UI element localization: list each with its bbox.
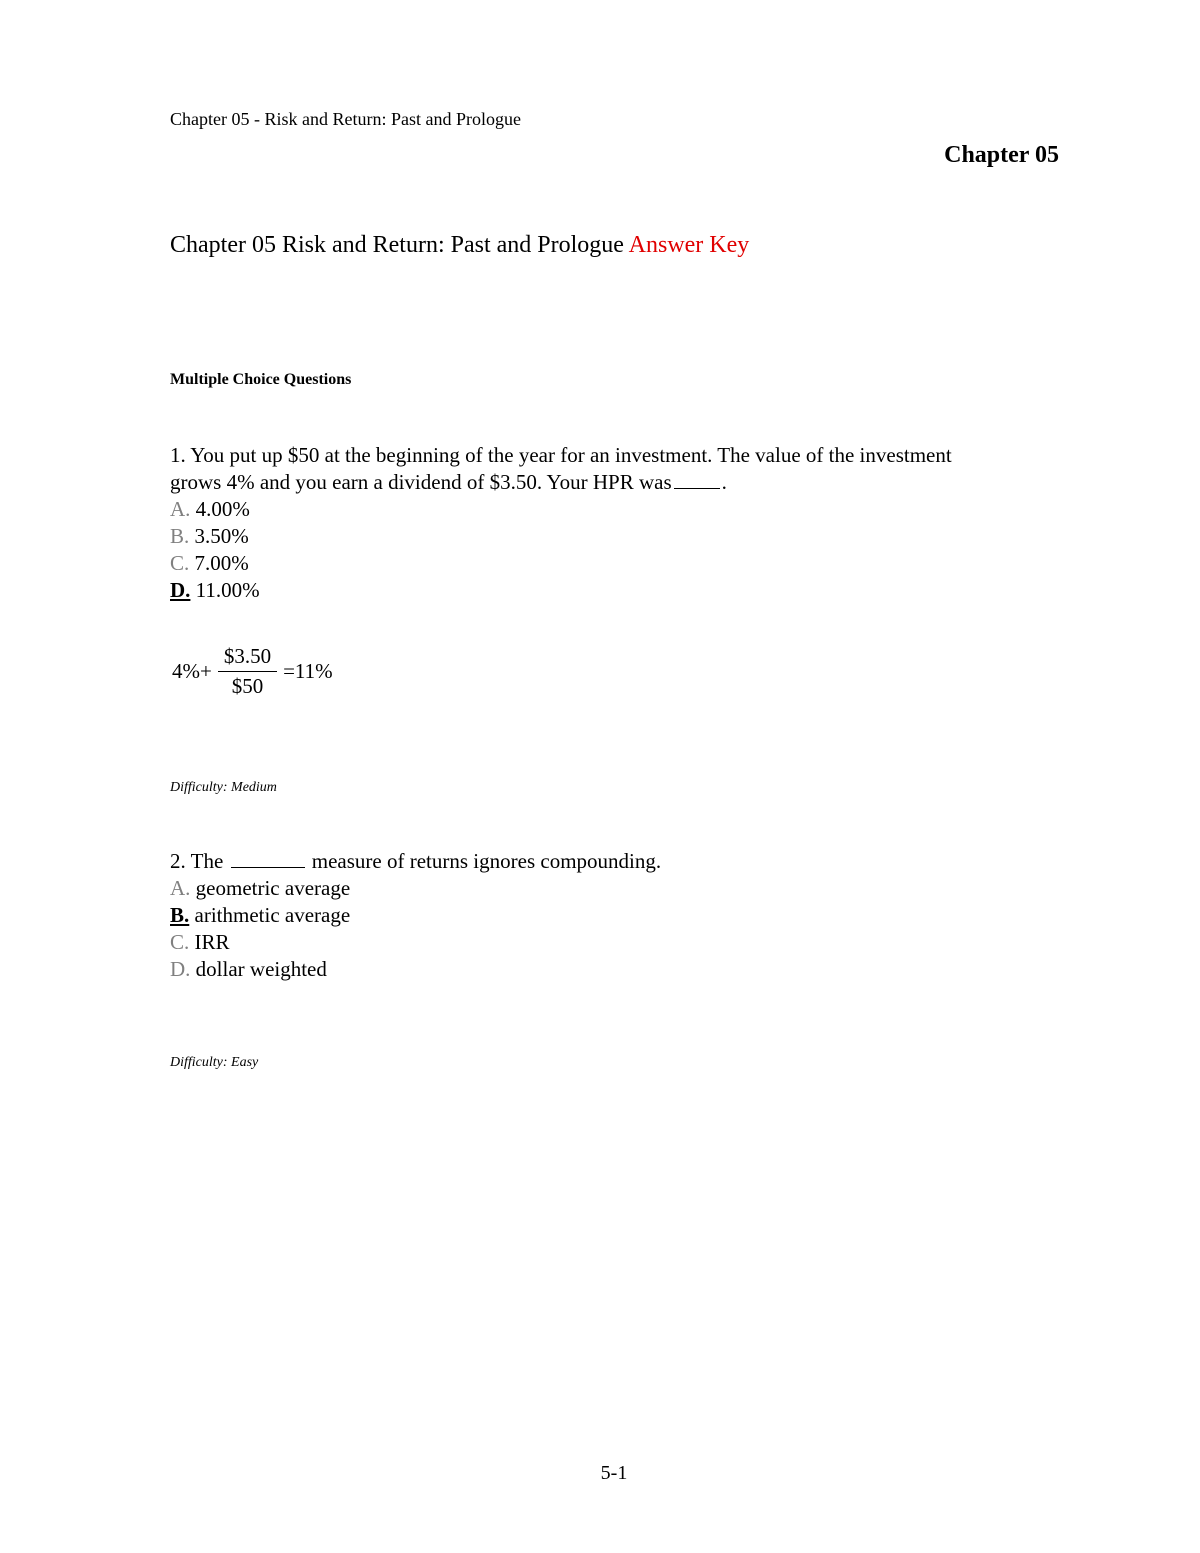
choice-text: arithmetic average [194,903,351,927]
choice-letter: C. [170,551,190,575]
choice-d [170,956,661,983]
choice-letter: C. [170,930,190,954]
question-stem-line: 1. You put up $50 at the beginning of the year for an investment. The value of the investment [170,443,952,467]
choice-a [170,875,661,902]
formula-right: =11% [283,659,333,683]
formula-numerator: $3.50 [218,644,277,672]
choice-text: 3.50% [194,524,249,548]
question-2 [170,848,661,983]
choice-b [170,523,952,550]
difficulty-label: Difficulty: Easy [170,1055,259,1070]
difficulty-label: Difficulty: Medium [170,780,277,795]
hpr-formula [172,644,333,699]
choice-b-correct [170,902,661,929]
section-heading: Multiple Choice Questions [170,371,352,388]
page-title [170,232,749,259]
question-1 [170,442,952,604]
chapter-label: Chapter 05 [944,142,1059,168]
running-header: Chapter 05 - Risk and Return: Past and Prologue [170,109,521,129]
question-stem-line [170,469,952,496]
choice-c [170,550,952,577]
question-stem-text: . [721,470,727,494]
question-stem-text: 2. The [170,849,224,873]
title-main: Chapter 05 Risk and Return: Past and Prologue [170,232,624,258]
answer-key-label: Answer Key [628,232,750,258]
choice-text: geometric average [195,876,351,900]
question-stem-text: measure of returns ignores compounding. [311,849,662,873]
choice-text: 11.00% [195,578,260,602]
choice-letter: B. [170,524,190,548]
question-stem-text: grows 4% and you earn a dividend of $3.50. Your HPR was [170,470,672,494]
answer-blank [231,866,305,868]
choice-letter-correct: D. [170,578,191,602]
choice-d-correct [170,577,952,604]
page-number: 5-1 [600,1462,628,1484]
choice-text: IRR [194,930,230,954]
choice-letter: D. [170,957,191,981]
formula-left: 4%+ [172,659,212,683]
question-stem-line [170,848,661,875]
choice-letter-correct: B. [170,903,190,927]
choice-letter: A. [170,876,191,900]
formula-fraction [218,644,277,699]
answer-blank [674,487,720,489]
choice-text: 7.00% [194,551,249,575]
choice-a [170,496,952,523]
formula-denominator: $50 [231,674,264,698]
choice-text: 4.00% [195,497,250,521]
choice-c [170,929,661,956]
choice-text: dollar weighted [195,957,327,981]
choice-letter: A. [170,497,191,521]
